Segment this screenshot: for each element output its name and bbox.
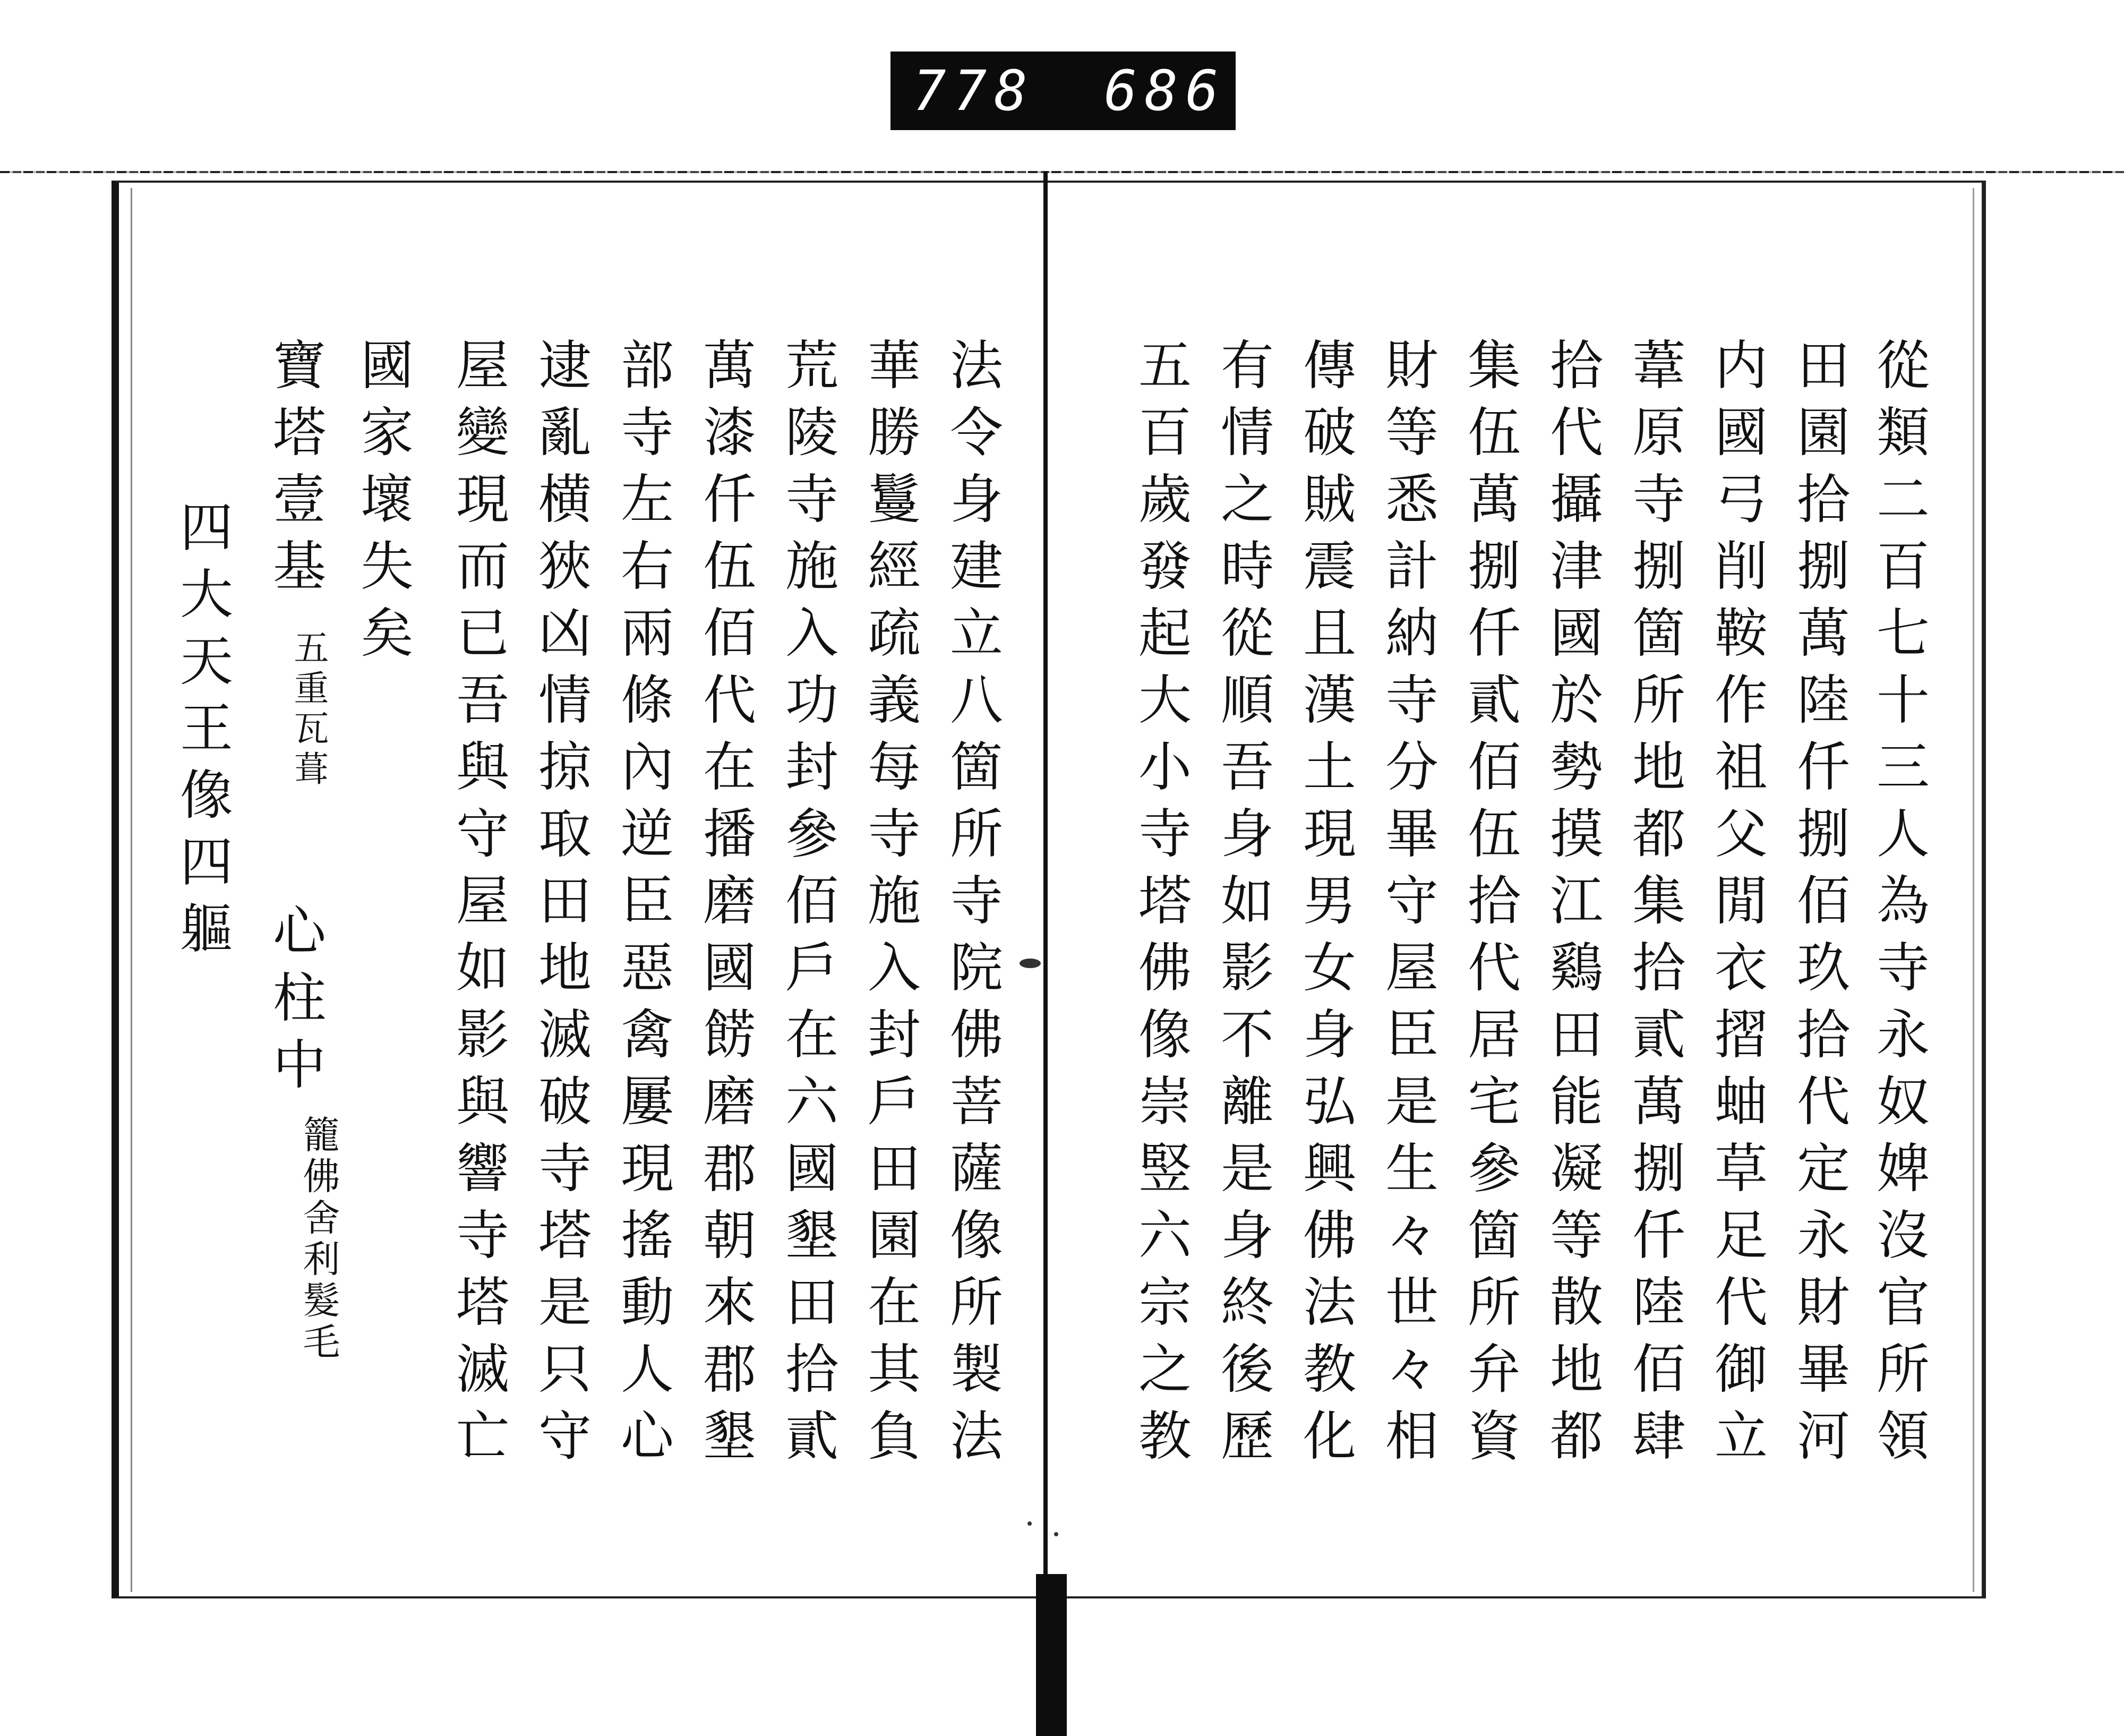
text-column: 從類二百七十三人為寺永奴婢沒官所領 (1868, 337, 1930, 1475)
ink-speck (1027, 1521, 1032, 1526)
text-column: 集伍萬捌仟貳佰伍拾代居宅參箇所弁資 (1459, 337, 1521, 1475)
text-column: 拾代攝津國於勢摸江鷄田能凝等散地都 (1541, 337, 1603, 1475)
label-number-right: 686 (1104, 58, 1226, 123)
text-column: 荒陵寺施入功封參佰戶在六國墾田拾貳 (776, 337, 838, 1475)
archive-number-label (890, 52, 1236, 130)
text-column: 華勝鬘經疏義每寺施入封戶田園在其負 (859, 337, 921, 1475)
text-column: 國家壞失矣 (352, 337, 414, 672)
tower-line: 寶塔壹基 (264, 337, 326, 605)
tower-note: 五重瓦葺 (288, 629, 329, 791)
text-column: 屋變現而已吾與守屋如影與響寺塔滅亡 (447, 337, 509, 1475)
text-column: 有情之時從順吾身如影不離是身終後歷 (1212, 337, 1274, 1475)
text-column: 内國弓削鞍作祖父閒衣摺蚰草足代御立 (1706, 337, 1768, 1475)
book-spine (1043, 171, 1048, 1600)
text-column: 逮亂横狹凶情掠取田地滅破寺塔是只守 (529, 337, 592, 1475)
scan-top-edge (0, 171, 2124, 173)
text-column: 法令身建立八箇所寺院佛菩薩像所製法 (941, 337, 1003, 1475)
ink-smudge (1020, 959, 1041, 968)
text-column: 部寺左右兩條內逆臣惡禽屢現搖動人心 (612, 337, 674, 1475)
pillar-line: 心柱中 (264, 903, 326, 1104)
label-number-left: 778 (913, 58, 1035, 123)
pillar-note: 籠佛舍利髮毛 (297, 1115, 340, 1364)
ink-speck (1054, 1532, 1058, 1536)
text-column: 財等悉計納寺分畢守屋臣是生々世々相 (1376, 337, 1438, 1475)
four-kings-line: 四大天王像四軀 (171, 499, 233, 968)
text-column: 田園拾捌萬陸仟捌佰玖拾代定永財畢河 (1788, 337, 1850, 1475)
text-column: 傳破賊震且漢土現男女身弘興佛法教化 (1294, 337, 1356, 1475)
text-column: 葦原寺捌箇所地都集拾貳萬捌仟陸佰肆 (1623, 337, 1685, 1475)
spine-binding-mark (1036, 1574, 1067, 1736)
text-column: 萬漆仟伍佰代在播磨國餝磨郡朝來郡墾 (694, 337, 756, 1475)
text-column: 五百歲發起大小寺塔佛像崇竪六宗之教 (1129, 337, 1192, 1475)
